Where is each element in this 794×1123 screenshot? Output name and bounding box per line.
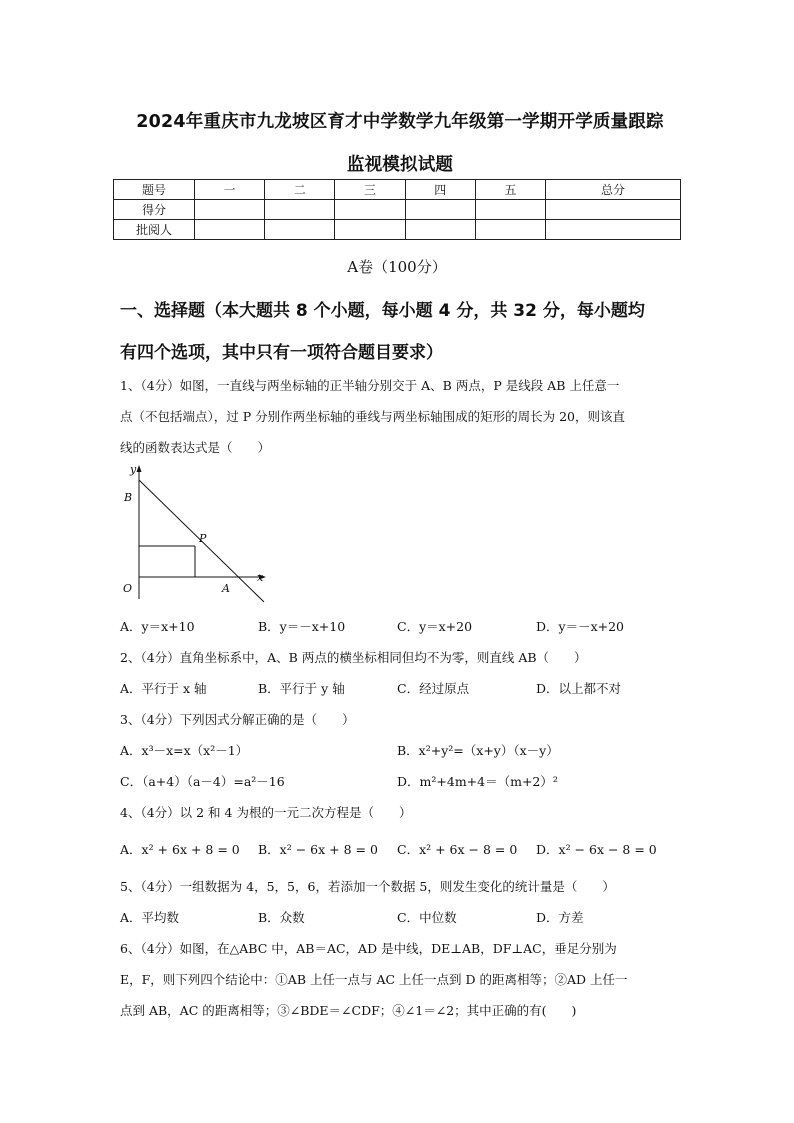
q2-option-c: C．经过原点	[397, 681, 470, 696]
score-cell	[265, 200, 335, 220]
q1-option-c: C．y＝x+20	[397, 619, 473, 634]
label-origin: O	[123, 582, 133, 595]
q3-option-d: D．m²+4m+4＝（m+2）²	[397, 774, 558, 789]
exam-title-line2: 监视模拟试题	[346, 155, 454, 175]
q5-line1: 5、（4分）一组数据为 4，5，5，6，若添加一个数据 5，则发生变化的统计量是（ ）	[120, 879, 615, 894]
label-y: y	[130, 463, 137, 476]
label-p: P	[199, 532, 207, 545]
reviewer-row	[114, 220, 681, 240]
reviewer-cell	[475, 220, 545, 240]
q4-option-d: D．x² − 6x − 8 = 0	[536, 842, 657, 857]
q4-option-b: B．x² − 6x + 8 = 0	[258, 842, 378, 857]
score-header-cell: 总分	[546, 180, 681, 200]
q6-line1: 6、（4分）如图，在△ABC 中，AB＝AC，AD 是中线，DE⊥AB，DF⊥AC，垂足分别为	[120, 941, 617, 956]
label-b: B	[124, 491, 133, 504]
q2-option-d: D．以上都不对	[536, 681, 622, 696]
q2-option-a: A．平行于 x 轴	[120, 681, 207, 696]
score-row-label: 得分	[114, 200, 195, 220]
reviewer-cell	[265, 220, 335, 240]
q6-line2: E，F，则下列四个结论中：①AB 上任一点与 AC 上任一点到 D 的距离相等；②AD 上任一	[120, 972, 628, 987]
score-cell	[405, 200, 475, 220]
q2-line1: 2、（4分）直角坐标系中，A、B 两点的横坐标相同但均不为零，则直线 AB（ ）	[120, 650, 587, 665]
q1-option-d: D．y＝－x+20	[536, 619, 625, 634]
reviewer-cell	[335, 220, 405, 240]
score-cell	[195, 200, 265, 220]
score-cell	[335, 200, 405, 220]
section1-heading-line1: 一、选择题（本大题共 8 个小题，每小题 4 分，共 32 分，每小题均	[120, 301, 645, 321]
q1-option-b: B．y＝－x+10	[258, 619, 346, 634]
q1-option-a: A．y＝x+10	[120, 619, 195, 634]
reviewer-cell	[195, 220, 265, 240]
score-header-cell: 一	[195, 180, 265, 200]
q1-line1: 1、（4分）如图，一直线与两坐标轴的正半轴分别交于 A、B 两点，P 是线段 AB 上任意一	[120, 378, 620, 393]
q4-option-a: A．x² + 6x + 8 = 0	[120, 842, 240, 857]
label-x: x	[257, 571, 264, 584]
score-table	[113, 179, 681, 240]
q5-option-d: D．方差	[536, 910, 584, 925]
score-header-cell: 五	[475, 180, 545, 200]
q5-option-a: A．平均数	[120, 910, 180, 925]
reviewer-cell	[546, 220, 681, 240]
q4-option-c: C．x² + 6x − 8 = 0	[397, 842, 518, 857]
reviewer-cell	[405, 220, 475, 240]
q3-option-b: B．x²+y²=（x+y）（x－y）	[397, 743, 559, 758]
q1-line2: 点（不包括端点），过 P 分别作两坐标轴的垂线与两坐标轴围成的矩形的周长为 20，则该直	[120, 409, 625, 424]
q3-option-c: C．（a+4）（a－4）=a²－16	[120, 774, 285, 789]
q5-option-c: C．中位数	[397, 910, 457, 925]
paper-a-heading: A卷（100分）	[347, 258, 447, 276]
score-header-cell: 三	[335, 180, 405, 200]
q1-figure	[116, 462, 276, 607]
q1-line3: 线的函数表达式是（ ）	[120, 440, 271, 455]
score-header-cell: 四	[405, 180, 475, 200]
score-row	[114, 200, 681, 220]
reviewer-row-label: 批阅人	[114, 220, 195, 240]
q3-line1: 3、（4分）下列因式分解正确的是（ ）	[120, 712, 355, 727]
section1-heading-line2: 有四个选项，其中只有一项符合题目要求）	[120, 343, 443, 363]
score-header-cell: 二	[265, 180, 335, 200]
score-table-header-row	[114, 180, 681, 200]
q6-line3: 点到 AB，AC 的距离相等；③∠BDE＝∠CDF；④∠1＝∠2；其中正确的有( )	[120, 1003, 577, 1018]
exam-title-line1: 2024年重庆市九龙坡区育才中学数学九年级第一学期开学质量跟踪	[136, 112, 664, 132]
q2-option-b: B．平行于 y 轴	[258, 681, 345, 696]
score-header-cell: 题号	[114, 180, 195, 200]
y-axis-arrow	[137, 465, 142, 472]
label-a: A	[222, 582, 230, 595]
score-cell	[546, 200, 681, 220]
score-cell	[475, 200, 545, 220]
q3-option-a: A．x³－x=x（x²－1）	[120, 743, 249, 758]
q5-option-b: B．众数	[258, 910, 305, 925]
q4-line1: 4、（4分）以 2 和 4 为根的一元二次方程是（ ）	[120, 805, 412, 820]
